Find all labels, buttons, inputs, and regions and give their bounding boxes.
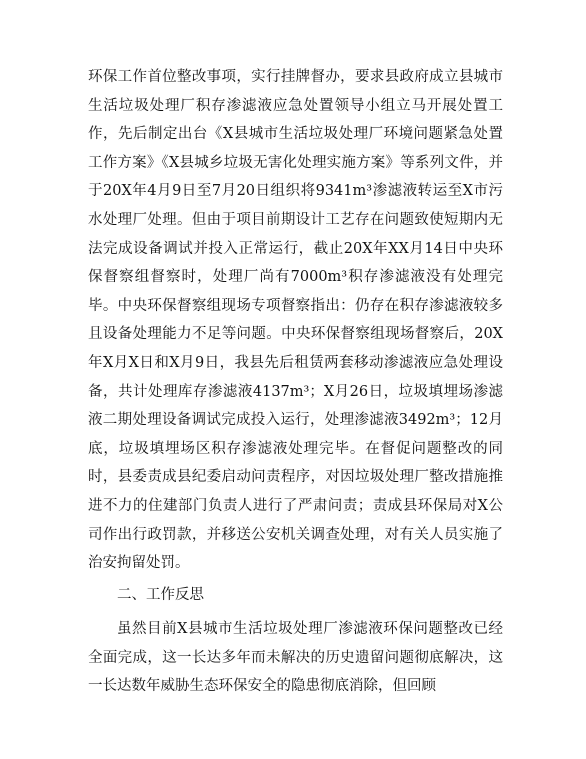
body-paragraph-1: 环保工作首位整改事项，实行挂牌督办，要求县政府成立县城市生活垃圾处理厂积存渗滤液应急处置领导小组立马开展处置工作，先后制定出台《X县城市生活垃圾处理厂环境问题紧急处置工作方案》《X县城乡垃圾无害化处理实施方案》等系列文件，并于20X年4月9日至7月20日组织将9341m³渗滤液转运至X市污水处理厂处理。但由于项目前期设计工艺存在问题致使短期内无法完成设备调试并投入正常运行，截止20X年XX月14日中央环保督察组督察时，处理厂尚有7000m³积存渗滤液没有处理完毕。中央环保督察组现场专项督察指出：仍存在积存渗滤液较多且设备处理能力不足等问题。中央环保督察组现场督察后，20X年X月X日和X月9日，我县先后租赁两套移动渗滤液应急处理设备，共计处理库存渗滤液4137m³；X月26日，垃圾填埋场渗滤液二期处理设备调试完成投入运行，处理渗滤液3492m³；12月底，垃圾填埋场区积存渗滤液处理完毕。在督促问题整改的同时，县委责成县纪委启动问责程序，对因垃圾处理厂整改措施推进不力的住建部门负责人进行了严肃问责；责成县环保局对X公司作出行政罚款，并移送公安机关调查处理，对有关人员实施了治安拘留处罚。 (88, 69, 503, 572)
body-paragraph-2: 虽然目前X县城市生活垃圾处理厂渗滤液环保问题整改已经全面完成，这一长达多年而未解决的历史遗留问题彻底解决，这一长达数年威胁生态环保安全的隐患彻底消除，但回顾 (88, 621, 503, 695)
document-page (88, 63, 503, 701)
section-heading: 二、工作反思 (117, 586, 204, 603)
